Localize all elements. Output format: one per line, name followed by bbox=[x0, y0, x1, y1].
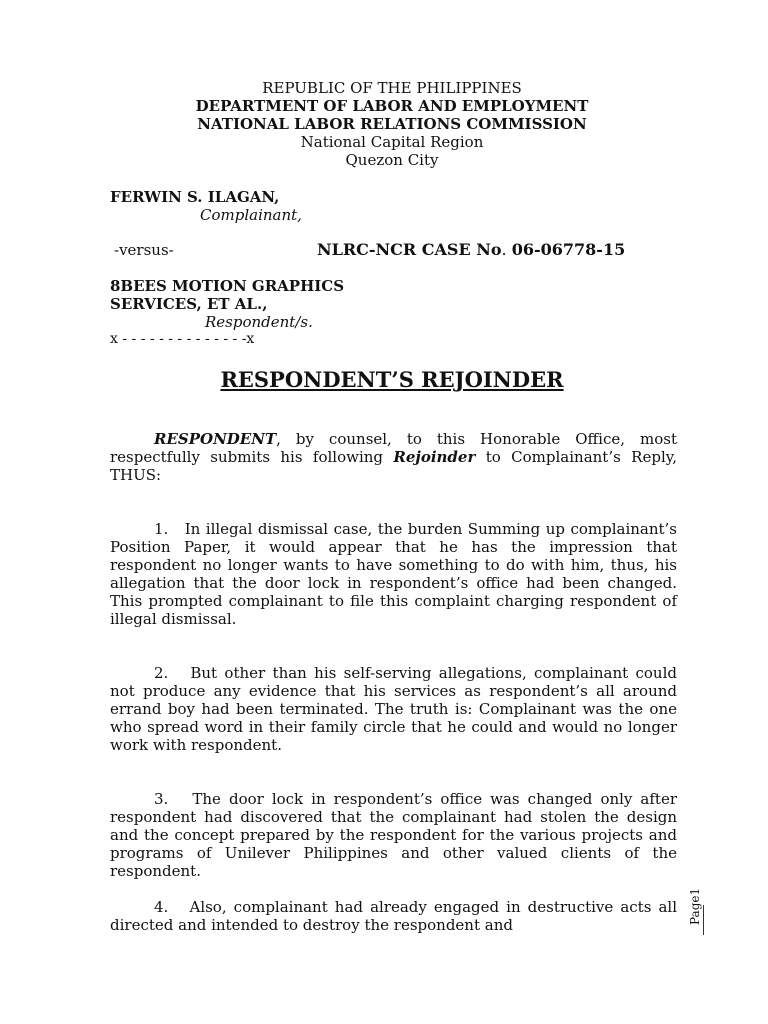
case-dot: . bbox=[501, 240, 507, 259]
header-department: DEPARTMENT OF LABOR AND EMPLOYMENT bbox=[195, 97, 589, 115]
intro-text-2: to Complainant’s Reply, THUS: bbox=[110, 448, 677, 484]
header-republic: REPUBLIC OF THE PHILIPPINES bbox=[262, 79, 522, 97]
intro-text-1: , by counsel, to this Honorable Office, most respectfully submits his following bbox=[110, 430, 677, 466]
document-title: RESPONDENT’S REJOINDER bbox=[220, 367, 564, 392]
paragraph-2 bbox=[110, 664, 677, 754]
header-commission: NATIONAL LABOR RELATIONS COMMISSION bbox=[197, 115, 587, 133]
complainant-name: FERWIN S. ILAGAN, bbox=[110, 188, 280, 206]
paragraph-4-text: 4. Also, complainant had already engaged in destructive acts all directed and intended to destroy the respondent and bbox=[110, 898, 677, 934]
paragraph-1 bbox=[110, 520, 677, 628]
respondent-name-line1: 8BEES MOTION GRAPHICS bbox=[110, 277, 345, 295]
paragraph-3 bbox=[110, 790, 677, 880]
intro-respondent: RESPONDENT bbox=[154, 430, 277, 448]
intro-paragraph bbox=[110, 430, 677, 484]
respondent-name-line2: SERVICES, ET AL., bbox=[110, 295, 268, 313]
respondent-role: Respondent/s. bbox=[205, 313, 313, 331]
paragraph-3-text: 3. The door lock in respondent’s office was changed only after respondent had discovered that the complainant had stolen the design and the concept prepared by the respondent for the various projects and programs of Unilever Philippines and other valued clients of the respondent. bbox=[110, 790, 677, 880]
header-region: National Capital Region bbox=[300, 133, 484, 151]
versus-label: -versus- bbox=[114, 241, 174, 259]
paragraph-4 bbox=[110, 898, 677, 934]
case-label: NLRC-NCR CASE No bbox=[317, 240, 502, 259]
paragraph-2-text: 2. But other than his self-serving allegations, complainant could not produce any evidence that his services as respondent’s all around errand boy had been terminated. The truth is: Complainant was the one who spread word in their family circle that he could and would no longer work with respondent. bbox=[110, 664, 677, 754]
case-number-line bbox=[317, 240, 625, 259]
paragraph-1-text: 1. In illegal dismissal case, the burden Summing up complainant’s Position Paper, it would appear that he has the impression that respondent no longer wants to have something to do with him, thus, his allegation that the door lock in respondent’s office had been changed. This prompted complainant to file this complaint charging respondent of illegal dismissal. bbox=[110, 520, 677, 628]
caption-separator: x - - - - - - - - - - - - - -x bbox=[110, 331, 255, 347]
intro-rejoinder: Rejoinder bbox=[393, 448, 476, 466]
page-number-divider bbox=[703, 905, 704, 935]
page-number: Page1 bbox=[688, 887, 702, 925]
complainant-role: Complainant, bbox=[200, 206, 302, 224]
case-number: 06-06778-15 bbox=[511, 240, 626, 259]
header-city: Quezon City bbox=[345, 151, 439, 169]
